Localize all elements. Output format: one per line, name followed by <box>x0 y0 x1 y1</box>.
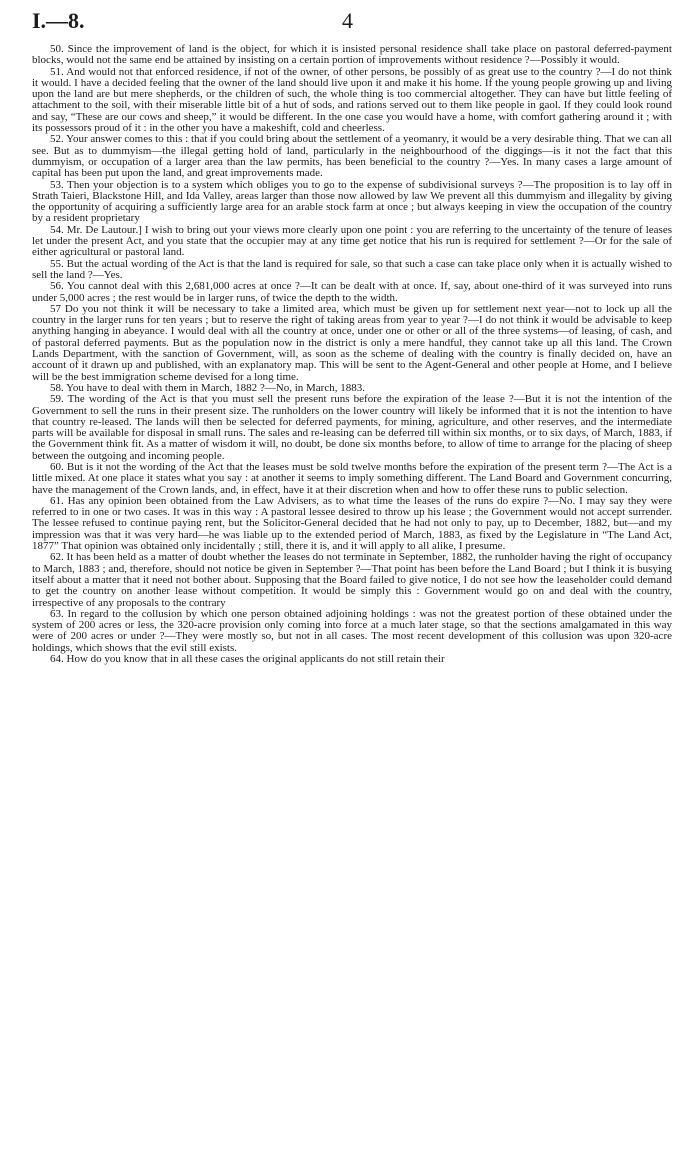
paragraph-59: 59. The wording of the Act is that you must sell the present runs before the expiration of the lease ?—But it is not the intention of the Government to sell the runs in their present size. The runholders on the lower country will likely be informed that it is not the intention to have that country re-leased. The lands will then be selected for deferred payments, for mining, agriculture, and other reserves, and the intermediate parts will be available for disposal in small runs. The sales and re-leasing can be deferred till within six months, or to six days, of March, 1883, if the Government think fit. As a matter of wisdom it will, no doubt, be done six months before, to allow of time to arrange for the placing of sheep between the outgoing and incoming people. <box>32 393 672 462</box>
paragraph-50: 50. Since the improvement of land is the object, for which it is insisted personal residence shall take place on pastoral deferred-payment blocks, would not the same end be attained by insisting on a certain portion of improvements without residence ?—Possibly it would. <box>32 43 672 67</box>
page-number: 4 <box>342 8 353 33</box>
document-body <box>32 44 672 665</box>
paragraph-64: 64. How do you know that in all these cases the original applicants do not still retain their <box>50 653 445 666</box>
paragraph-62: 62. It has been held as a matter of doubt whether the leases do not terminate in September, 1882, the runholder having the right of occupancy to March, 1883 ; and, therefore, should not notice be given in September ?—That point has been before the Land Board ; but I think it is busying itself about a matter that it need not bother about. Supposing that the Board failed to give notice, I do not see how the leaseholder could demand to get the country on another lease without competition. It would be simply this : Government would go on and deal with the country, irrespective of any proposals to the contrary <box>32 551 672 609</box>
paragraph-56: 56. You cannot deal with this 2,681,000 acres at once ?—It can be dealt with at once. If, say, about one-third of it was surveyed into runs under 5,000 acres ; the rest would be in larger runs, of twice the depth to the width. <box>32 280 672 304</box>
paragraph-58: 58. You have to deal with them in March, 1882 ?—No, in March, 1883. <box>50 381 365 394</box>
paragraph-51: 51. And would not that enforced residence, if not of the owner, of other persons, be possibly of as great use to the country ?—I do not think it would. I have a decided feeling that the owner of the land should live upon it and make it his home. If the young people growing up and living upon the land are but mere shepherds, or the children of such, the whole thing is too commercial altogether. They can have but little feeling of attachment to the soil, with their miserable little bit of a hut of sods, and rations served out to them like people in gaol. If they could look round and say, “These are our cows and sheep,” it would be different. In the one case you would have a home, with comfort gathering around it ; with its possessors proud of it : in the other you have a makeshift, cold and cheerless. <box>32 65 672 135</box>
paragraph-55: 55. But the actual wording of the Act is that the land is required for sale, so that such a case can take place only when it is actually wished to sell the land ?—Yes. <box>32 257 672 281</box>
paragraph-60: 60. But is it not the wording of the Act that the leases must be sold twelve months before the expiration of the present term ?—The Act is a little mixed. At one place it states what you say : at another it seems to imply something different. The Land Board and Government concurring, have the management of the Crown lands, and, in effect, have it at their discretion when and how to offer these runs to public selection. <box>32 460 672 496</box>
paragraph-54: 54. Mr. De Lautour.] I wish to bring out your views more clearly upon one point : you are referring to the uncertainty of the tenure of leases let under the present Act, and you state that the occupier may at any time get notice that his run is required for settlement ?—Or for the sale of either agricultural or pastoral land. <box>32 223 672 259</box>
paragraph-63: 63. In regard to the collusion by which one person obtained adjoining holdings : was not the greatest portion of these obtained under the system of 200 acres or less, the 320-acre provision only coming into force at a much later stage, so that the sections amalgamated in this way were of 200 acres or under ?—They were mostly so, but not in all cases. The most recent development of this collusion was upon 320-acre holdings, which shows that the evil still exists. <box>32 607 672 654</box>
document-reference: I.—8. <box>32 8 85 33</box>
paragraph-52: 52. Your answer comes to this : that if you could bring about the settlement of a yeomanry, it would be a very desirable thing. That we can all see. But as to dummyism—the illegal getting hold of land, particularly in the neighbourhood of the diggings—is it not the fact that this dummyism, or occupation of a larger area than the law permits, has been beneficial to the country ?—Yes. In many cases a large amount of capital has been put upon the land, and great improvements made. <box>32 133 672 180</box>
page-header <box>32 8 672 44</box>
paragraph-61: 61. Has any opinion been obtained from the Law Advisers, as to what time the leases of the runs do expire ?—No. I may say they were referred to in one or two cases. It was in this way : A pastoral lessee desired to throw up his lease ; the Government would not accept surrender. The lessee refused to continue paying rent, but the Solicitor-General decided that he had not only to pay, up to December, 1882, but—and my impression was that it was very hard—he was liable up to the extended period of March, 1883, as fixed by the Legislature in “The Land Act, 1877” That opinion was obtained only incidentally ; still, there it is, and it will apply to all alike, I presume. <box>32 494 672 553</box>
paragraph-57: 57 Do you not think it will be necessary to take a limited area, which must be given up for settlement next year—not to lock up all the country in the larger runs for ten years ; but to reserve the right of taking areas from year to year ?—I do not think it would be advisable to keep anything hanging in abeyance. I would deal with all the country at once, under one or other or all of the three systems—of leasing, of cash, and of pastoral deferred payments. But as the population now in the district is only a mere handful, they cannot take up all this land. The Crown Lands Department, with the sanction of Government, will, as soon as the scheme of dealing with the country is finally decided on, have an account of it drawn up and published, with an explanatory map. This will be sent to the Agent-General and other people at Home, and I believe will be the best immigration scheme devised for a long time. <box>32 302 672 383</box>
paragraph-53: 53. Then your objection is to a system which obliges you to go to the expense of subdivisional surveys ?—The proposition is to lay off in Strath Taieri, Blackstone Hill, and Ida Valley, areas larger than those now allowed by law We prevent all this dummyism and illegality by giving the opportunity of acquiring a sufficiently large area for an arable stock farm at once ; but always keeping in view the occupation of the country by a resident proprietary <box>32 178 672 225</box>
